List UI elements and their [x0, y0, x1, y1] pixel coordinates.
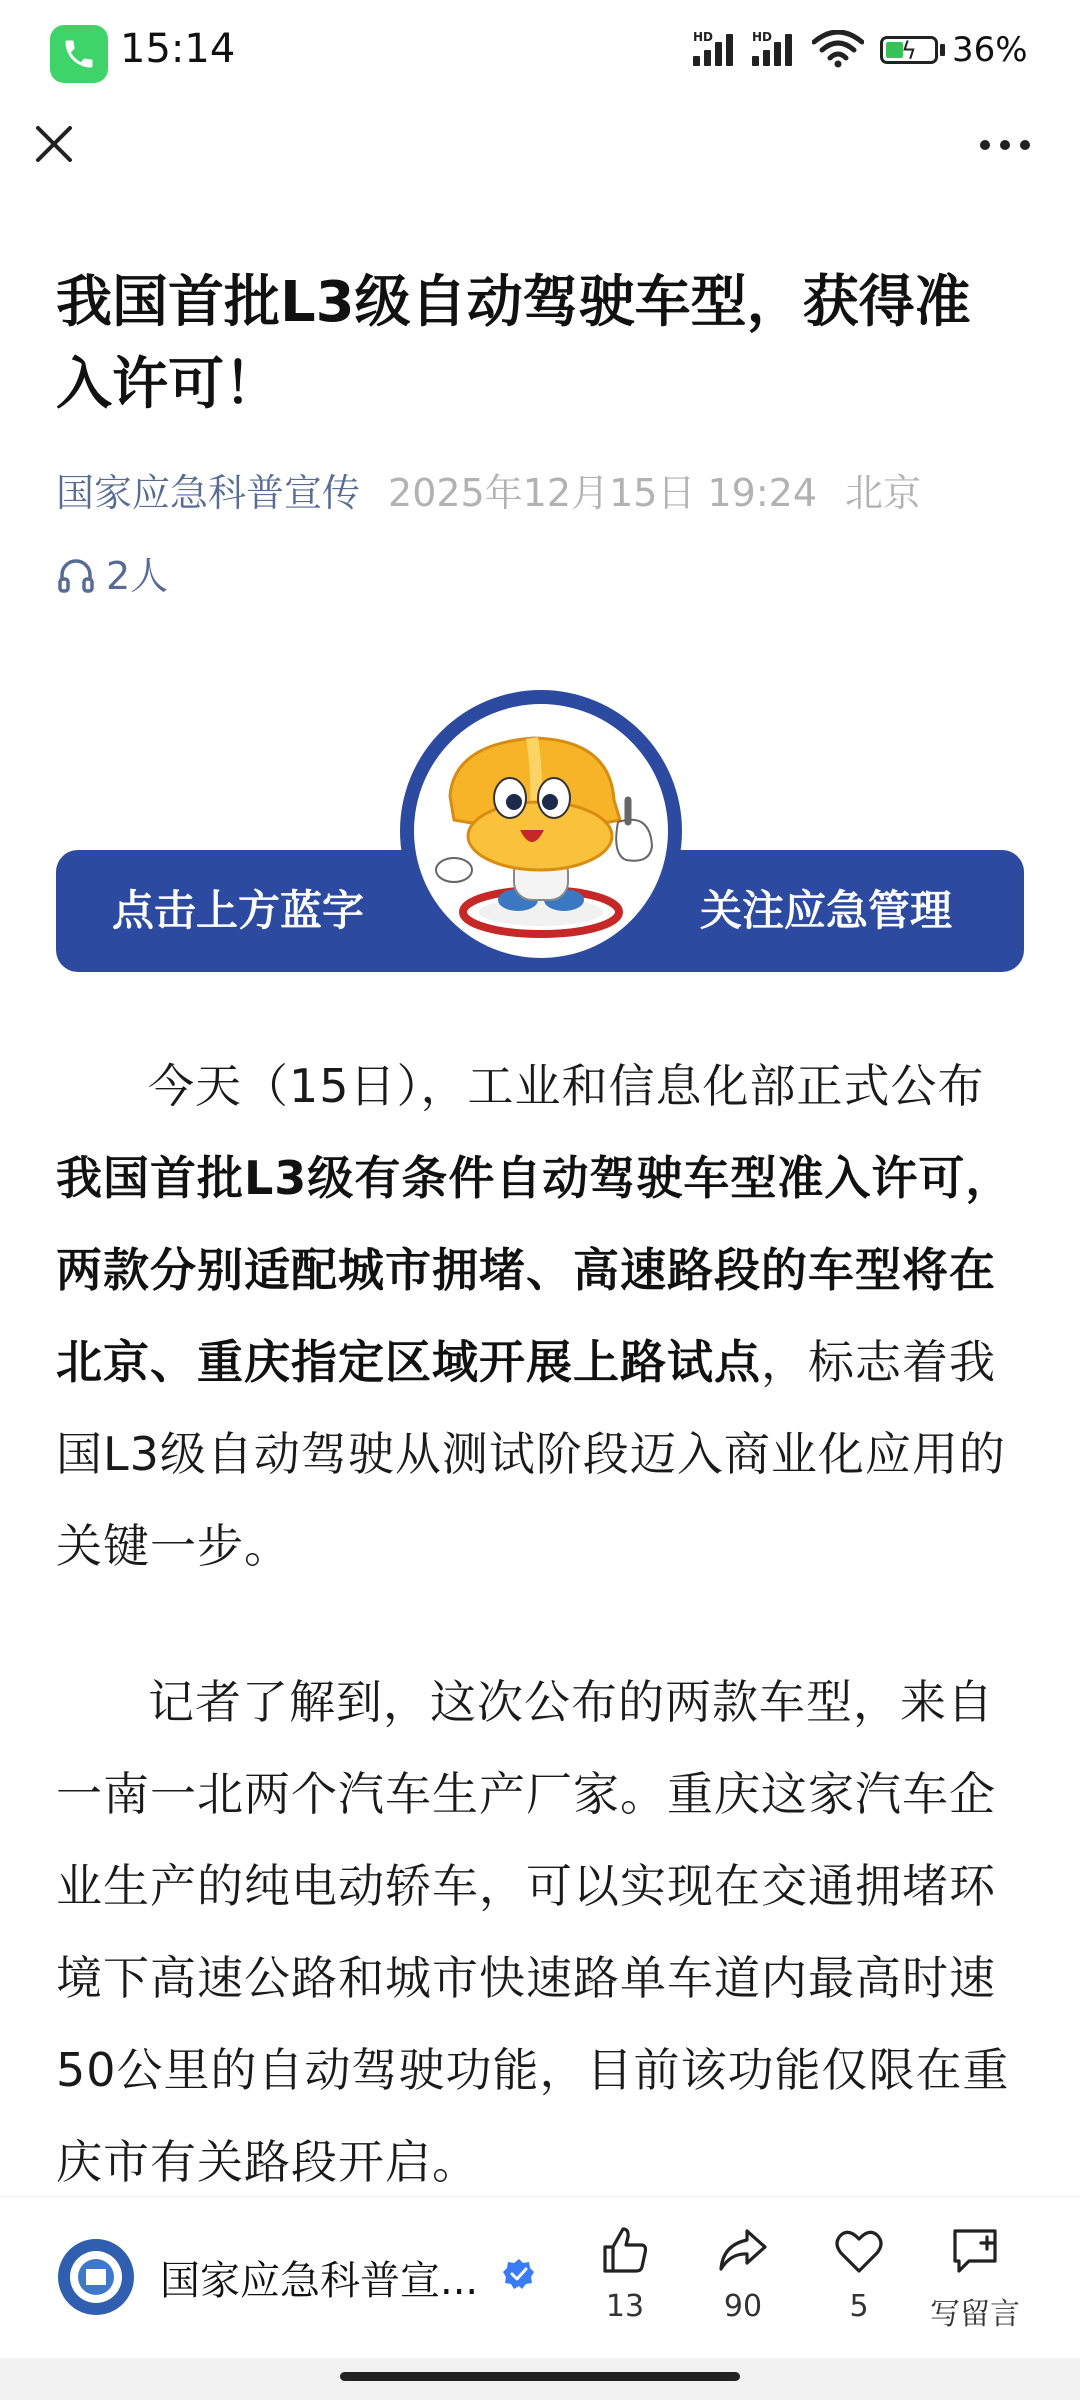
banner-left-text: 点击上方蓝字 [112, 886, 365, 935]
article-meta [56, 465, 921, 521]
share-count: 90 [723, 2289, 763, 2324]
share-button[interactable] [688, 2223, 798, 2324]
comment-add-icon [947, 2223, 1003, 2279]
favorite-button[interactable] [804, 2223, 914, 2324]
close-button[interactable] [28, 118, 80, 170]
banner-right-text: 关注应急管理 [700, 886, 953, 935]
account-link[interactable]: 国家应急科普宣传 [56, 471, 361, 515]
listener-count[interactable]: 2人 [56, 548, 168, 604]
paragraph-1: 今天（15日），工业和信息化部正式公布我国首批L3级有条件自动驾驶车型准入许可，两款分别适配城市拥堵、高速路段的车型将在北京、重庆指定区域开展上路试点，标志着我国L3级自动驾驶从测试阶段迈入商业化应用的关键一步。 [56, 1059, 1013, 1573]
mascot-badge [400, 690, 682, 972]
share-icon [715, 2223, 771, 2279]
battery-percent: 36% [952, 30, 1028, 70]
headphones-icon [56, 555, 96, 595]
account-name[interactable]: 国家应急科普宣... [160, 2258, 479, 2304]
paragraph-1-highlight: 我国首批L3级有条件自动驾驶车型准入许可，两款分别适配城市拥堵、高速路段的车型将在北京、重庆指定区域开展上路试点 [56, 1151, 1013, 1389]
account-avatar[interactable] [58, 2239, 134, 2315]
like-count: 13 [605, 2289, 645, 2324]
close-icon [28, 118, 80, 170]
paragraph-2: 记者了解到，这次公布的两款车型，来自一南一北两个汽车生产厂家。重庆这家汽车企业生产的纯电动轿车，可以实现在交通拥堵环境下高速公路和城市快速路单车道内最高时速50公里的自动驾驶功能，目前该功能仅限在重庆市有关路段开启。 [56, 1675, 1010, 2189]
article-title: 我国首批L3级自动驾驶车型，获得准入许可！ [56, 270, 971, 417]
mascot-image [414, 704, 668, 958]
signal-icon-2: HD [752, 30, 802, 66]
bottom-action-bar [0, 2196, 1080, 2359]
more-icon [975, 125, 1035, 165]
status-bar [0, 0, 1080, 100]
comment-button[interactable] [920, 2223, 1030, 2333]
heart-icon [831, 2223, 887, 2279]
follow-banner[interactable] [56, 690, 1024, 972]
thumbs-up-icon [597, 2223, 653, 2279]
favorite-count: 5 [849, 2289, 869, 2324]
publish-date: 2025年12月15日 19:24 [388, 471, 818, 515]
more-button[interactable] [975, 125, 1035, 165]
clock: 15:14 [120, 26, 236, 72]
home-indicator[interactable] [340, 2372, 740, 2381]
like-button[interactable] [570, 2223, 680, 2324]
publish-location: 北京 [845, 471, 922, 515]
signal-icon: HD [693, 30, 743, 66]
comment-label: 写留言 [930, 2297, 1020, 2332]
verified-icon [502, 2257, 536, 2291]
phone-call-icon[interactable] [50, 25, 108, 83]
battery-icon: ϟ [880, 36, 938, 64]
wifi-icon [812, 30, 864, 68]
